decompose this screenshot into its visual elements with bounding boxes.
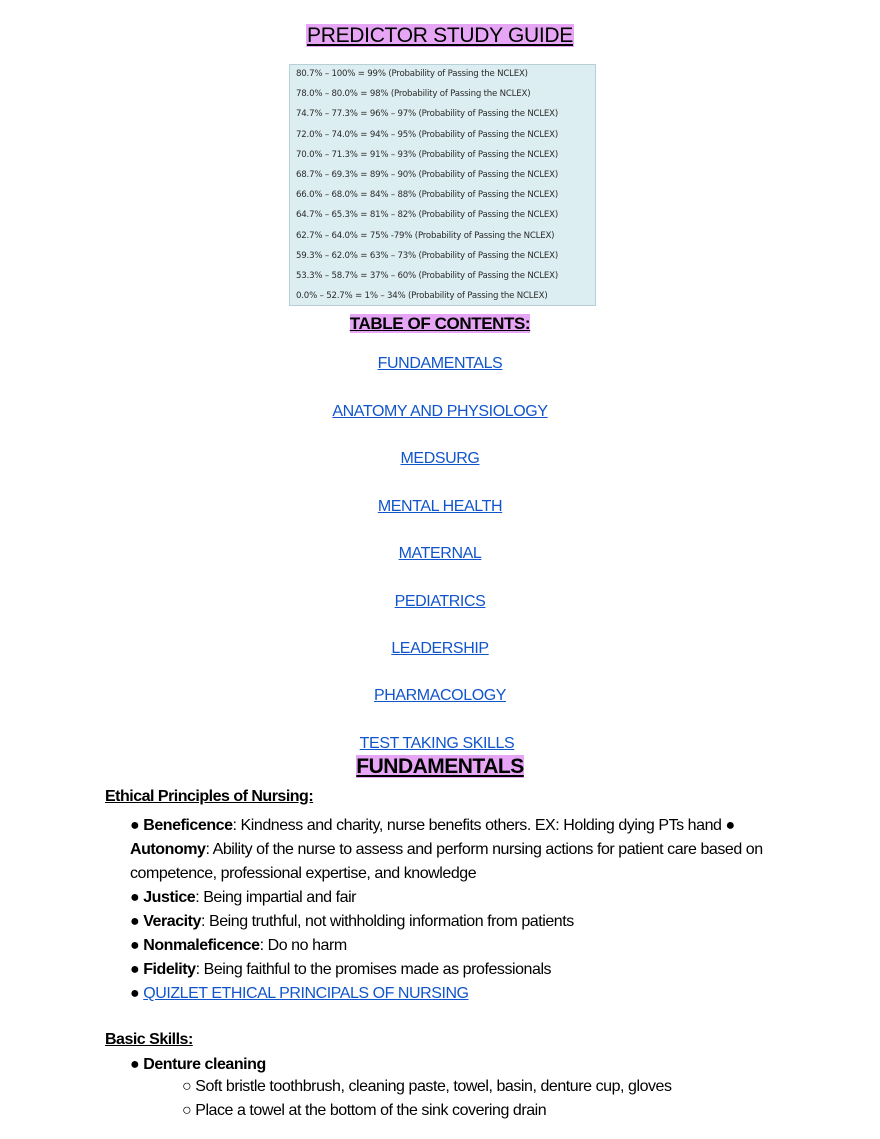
bullet-icon: ● — [130, 985, 140, 1002]
toc-link-leadership[interactable]: LEADERSHIP — [391, 640, 489, 657]
bullet-icon: ● — [130, 937, 140, 954]
toc-item — [0, 498, 880, 516]
list-item — [130, 982, 710, 1006]
sub-list-item — [182, 1078, 672, 1096]
list-item — [130, 934, 710, 958]
score-row: 80.7% – 100% = 99% (Probability of Passing the NCLEX) — [296, 69, 528, 79]
score-row: 59.3% – 62.0% = 63% – 73% (Probability of Passing the NCLEX) — [296, 250, 559, 261]
list-item — [130, 814, 735, 838]
section-heading-text: FUNDAMENTALS — [356, 755, 524, 778]
bullet-icon: ● — [130, 817, 140, 834]
toc-link-anatomy-physiology[interactable]: ANATOMY AND PHYSIOLOGY — [332, 403, 548, 420]
basic-skills-heading: Basic Skills: — [105, 1031, 193, 1048]
score-probability-table — [289, 64, 596, 306]
score-row: 62.7% – 64.0% = 75% -79% (Probability of Passing the NCLEX) — [296, 230, 555, 241]
ethics-list — [130, 814, 763, 1006]
score-row: 68.7% – 69.3% = 89% – 90% (Probability of Passing the NCLEX) — [296, 169, 559, 180]
score-row: 64.7% – 65.3% = 81% – 82% (Probability of Passing the NCLEX) — [296, 210, 559, 221]
bullet-icon: ● — [130, 1056, 140, 1073]
definition: : Ability of the nurse to assess and perform nursing actions for patient care based on — [205, 841, 763, 858]
term: Autonomy — [130, 841, 206, 858]
circle-bullet-icon: ○ — [182, 1102, 192, 1119]
page-title — [0, 24, 880, 48]
toc-item — [0, 735, 877, 753]
definition: : Do no harm — [259, 937, 347, 954]
toc-link-fundamentals[interactable]: FUNDAMENTALS — [377, 355, 503, 372]
toc-item — [0, 355, 880, 373]
toc-link-test-taking-skills[interactable]: TEST TAKING SKILLS — [359, 735, 515, 752]
sub-list-item — [182, 1102, 546, 1120]
score-row: 70.0% – 71.3% = 91% – 93% (Probability of Passing the NCLEX) — [296, 149, 559, 160]
score-row: 66.0% – 68.0% = 84% – 88% (Probability of Passing the NCLEX) — [296, 190, 559, 201]
toc-link-pharmacology[interactable]: PHARMACOLOGY — [373, 687, 507, 704]
definition: : Kindness and charity, nurse benefits others. EX: Holding dying PTs hand ● — [232, 817, 735, 834]
list-item — [130, 958, 710, 982]
score-row: 74.7% – 77.3% = 96% – 97% (Probability of Passing the NCLEX) — [296, 109, 559, 120]
toc-link-maternal[interactable]: MATERNAL — [398, 545, 482, 562]
definition: : Being impartial and fair — [195, 889, 357, 906]
list-item — [130, 1053, 710, 1077]
section-heading-fundamentals — [0, 755, 880, 779]
bullet-icon: ● — [130, 913, 140, 930]
term: Justice — [143, 889, 196, 906]
definition: : Being faithful to the promises made as professionals — [195, 961, 552, 978]
list-item — [130, 838, 763, 862]
ethics-heading: Ethical Principles of Nursing: — [105, 788, 314, 805]
bullet-icon: ● — [130, 961, 140, 978]
toc-link-pediatrics[interactable]: PEDIATRICS — [394, 593, 486, 610]
term: Denture cleaning — [143, 1056, 266, 1073]
basic-skills-list — [130, 1053, 710, 1077]
score-row: 53.3% – 58.7% = 37% – 60% (Probability of Passing the NCLEX) — [296, 270, 559, 281]
toc-item — [0, 640, 880, 658]
toc-heading — [0, 314, 880, 334]
definition: : Being truthful, not withholding information from patients — [201, 913, 574, 930]
score-row: 72.0% – 74.0% = 94% – 95% (Probability of Passing the NCLEX) — [296, 129, 559, 140]
toc-item — [0, 450, 880, 468]
list-item-continuation: competence, professional expertise, and knowledge — [130, 865, 477, 882]
toc-item — [0, 545, 880, 563]
term: Beneficence — [143, 817, 233, 834]
toc-link-mental-health[interactable]: MENTAL HEALTH — [377, 498, 503, 515]
toc-link-medsurg[interactable]: MEDSURG — [400, 450, 480, 467]
score-row: 0.0% – 52.7% = 1% – 34% (Probability of Passing the NCLEX) — [296, 291, 548, 302]
list-item — [130, 910, 710, 934]
term: Fidelity — [143, 961, 196, 978]
bullet-icon: ● — [130, 889, 140, 906]
circle-bullet-icon: ○ — [182, 1078, 192, 1095]
score-row: 78.0% – 80.0% = 98% (Probability of Passing the NCLEX) — [296, 89, 531, 100]
term: Nonmaleficence — [143, 937, 260, 954]
step-text: Soft bristle toothbrush, cleaning paste, towel, basin, denture cup, gloves — [195, 1078, 672, 1095]
quizlet-link[interactable]: QUIZLET ETHICAL PRINCIPALS OF NURSING — [143, 985, 469, 1002]
page-title-text: PREDICTOR STUDY GUIDE — [307, 24, 573, 47]
term: Veracity — [143, 913, 202, 930]
toc-item — [0, 593, 880, 611]
toc-heading-text: TABLE OF CONTENTS: — [349, 314, 531, 333]
toc-item — [0, 403, 880, 421]
list-item — [130, 886, 710, 910]
toc-item — [0, 687, 880, 705]
step-text: Place a towel at the bottom of the sink covering drain — [195, 1102, 547, 1119]
